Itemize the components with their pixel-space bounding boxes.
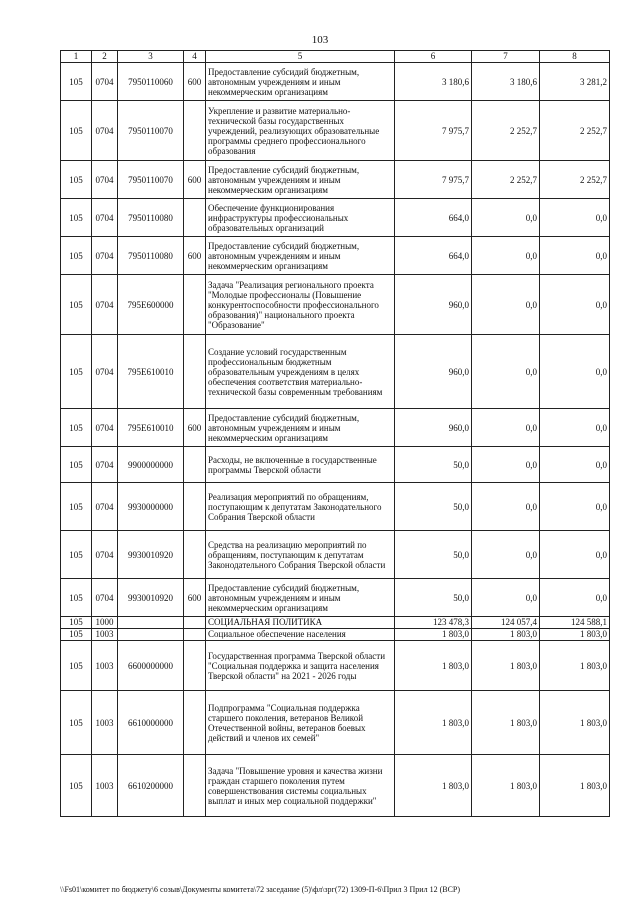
- col-amount-year1-cell: 664,0: [395, 237, 472, 275]
- column-header-7: 7: [472, 51, 540, 63]
- col-target-article-cell: 7950110070: [118, 101, 184, 161]
- col-admin-code-cell: 105: [61, 101, 92, 161]
- col-amount-year3-cell: 2 252,7: [540, 161, 610, 199]
- col-amount-year2-cell: 1 803,0: [472, 755, 540, 817]
- col-expense-type-cell: [184, 641, 206, 691]
- column-header-4: 4: [184, 51, 206, 63]
- col-expense-type-cell: [184, 275, 206, 335]
- col-amount-year2-cell: 0,0: [472, 335, 540, 409]
- col-expense-type-cell: [184, 617, 206, 629]
- page-number: 103: [311, 34, 329, 46]
- col-expense-type-cell: [184, 531, 206, 579]
- col-expense-type-cell: [184, 101, 206, 161]
- table-row: [61, 483, 610, 531]
- col-amount-year3-cell: 0,0: [540, 409, 610, 447]
- col-amount-year2-cell: 1 803,0: [472, 691, 540, 755]
- col-amount-year3-cell: 0,0: [540, 275, 610, 335]
- col-target-article-cell: 9930010920: [118, 579, 184, 617]
- table-header: [61, 51, 610, 63]
- col-target-article-cell: 6600000000: [118, 641, 184, 691]
- col-target-article-cell: 795E610010: [118, 335, 184, 409]
- col-amount-year2-cell: 1 803,0: [472, 641, 540, 691]
- table-row: [61, 101, 610, 161]
- col-target-article-cell: 7950110070: [118, 161, 184, 199]
- col-name-cell: Расходы, не включенные в государственные программы Тверской области: [206, 447, 395, 483]
- col-section-code-cell: 0704: [92, 161, 118, 199]
- col-admin-code-cell: 105: [61, 691, 92, 755]
- col-name-cell: Укрепление и развитие материально-технической базы государственных учреждений, реализующих образовательные программы среднего профессионального образования: [206, 101, 395, 161]
- col-admin-code-cell: 105: [61, 531, 92, 579]
- col-admin-code-cell: 105: [61, 755, 92, 817]
- col-expense-type-cell: [184, 199, 206, 237]
- column-header-2: 2: [92, 51, 118, 63]
- col-expense-type-cell: 600: [184, 409, 206, 447]
- col-expense-type-cell: [184, 483, 206, 531]
- col-expense-type-cell: [184, 335, 206, 409]
- col-name-cell: Государственная программа Тверской области "Социальная поддержка и защита населения Тверской области" на 2021 - 2026 годы: [206, 641, 395, 691]
- col-amount-year1-cell: 960,0: [395, 275, 472, 335]
- col-section-code-cell: 0704: [92, 199, 118, 237]
- table-row: [61, 161, 610, 199]
- table-row: [61, 629, 610, 641]
- col-amount-year1-cell: 123 478,3: [395, 617, 472, 629]
- col-name-cell: СОЦИАЛЬНАЯ ПОЛИТИКА: [206, 617, 395, 629]
- col-amount-year1-cell: 50,0: [395, 531, 472, 579]
- col-amount-year1-cell: 1 803,0: [395, 641, 472, 691]
- table-row: [61, 275, 610, 335]
- col-target-article-cell: [118, 617, 184, 629]
- col-amount-year3-cell: 1 803,0: [540, 629, 610, 641]
- col-section-code-cell: 0704: [92, 335, 118, 409]
- col-section-code-cell: 0704: [92, 447, 118, 483]
- col-admin-code-cell: 105: [61, 237, 92, 275]
- col-admin-code-cell: 105: [61, 63, 92, 101]
- column-header-3: 3: [118, 51, 184, 63]
- col-expense-type-cell: 600: [184, 579, 206, 617]
- col-name-cell: Предоставление субсидий бюджетным, автономным учреждениям и иным некоммерческим организациям: [206, 579, 395, 617]
- col-admin-code-cell: 105: [61, 199, 92, 237]
- col-amount-year2-cell: 2 252,7: [472, 101, 540, 161]
- col-name-cell: Предоставление субсидий бюджетным, автономным учреждениям и иным некоммерческим организациям: [206, 409, 395, 447]
- col-amount-year3-cell: 0,0: [540, 335, 610, 409]
- col-expense-type-cell: [184, 629, 206, 641]
- col-section-code-cell: 1003: [92, 629, 118, 641]
- table-row: [61, 237, 610, 275]
- col-name-cell: Предоставление субсидий бюджетным, автономным учреждениям и иным некоммерческим организациям: [206, 161, 395, 199]
- col-target-article-cell: 795E610010: [118, 409, 184, 447]
- col-target-article-cell: 7950110080: [118, 199, 184, 237]
- col-amount-year3-cell: 0,0: [540, 531, 610, 579]
- table-row: [61, 63, 610, 101]
- col-target-article-cell: 7950110080: [118, 237, 184, 275]
- col-admin-code-cell: 105: [61, 629, 92, 641]
- col-amount-year3-cell: 1 803,0: [540, 641, 610, 691]
- col-target-article-cell: 7950110060: [118, 63, 184, 101]
- table-row: [61, 617, 610, 629]
- col-amount-year1-cell: 50,0: [395, 447, 472, 483]
- col-amount-year2-cell: 0,0: [472, 531, 540, 579]
- col-amount-year3-cell: 1 803,0: [540, 691, 610, 755]
- col-expense-type-cell: [184, 691, 206, 755]
- col-section-code-cell: 0704: [92, 409, 118, 447]
- col-admin-code-cell: 105: [61, 409, 92, 447]
- col-name-cell: Социальное обеспечение населения: [206, 629, 395, 641]
- col-target-article-cell: 6610000000: [118, 691, 184, 755]
- col-amount-year3-cell: 0,0: [540, 579, 610, 617]
- col-amount-year1-cell: 960,0: [395, 335, 472, 409]
- col-section-code-cell: 0704: [92, 101, 118, 161]
- col-admin-code-cell: 105: [61, 161, 92, 199]
- col-admin-code-cell: 105: [61, 641, 92, 691]
- col-section-code-cell: 1003: [92, 641, 118, 691]
- column-header-5: 5: [206, 51, 395, 63]
- col-amount-year3-cell: 0,0: [540, 237, 610, 275]
- col-amount-year2-cell: 1 803,0: [472, 629, 540, 641]
- col-admin-code-cell: 105: [61, 579, 92, 617]
- col-amount-year3-cell: 2 252,7: [540, 101, 610, 161]
- column-header-1: 1: [61, 51, 92, 63]
- col-amount-year3-cell: 0,0: [540, 483, 610, 531]
- col-amount-year2-cell: 0,0: [472, 409, 540, 447]
- col-section-code-cell: 0704: [92, 483, 118, 531]
- col-amount-year1-cell: 50,0: [395, 579, 472, 617]
- col-name-cell: Реализация мероприятий по обращениям, поступающим к депутатам Законодательного Собрания Тверской области: [206, 483, 395, 531]
- col-amount-year1-cell: 1 803,0: [395, 755, 472, 817]
- col-expense-type-cell: 600: [184, 161, 206, 199]
- col-amount-year2-cell: 3 180,6: [472, 63, 540, 101]
- col-name-cell: Подпрограмма "Социальная поддержка старшего поколения, ветеранов Великой Отечественной войны, ветеранов боевых действий и членов их семей": [206, 691, 395, 755]
- table-row: [61, 531, 610, 579]
- col-amount-year3-cell: 1 803,0: [540, 755, 610, 817]
- col-expense-type-cell: [184, 755, 206, 817]
- col-name-cell: Обеспечение функционирования инфраструктуры профессиональных образовательных организаций: [206, 199, 395, 237]
- col-amount-year1-cell: 3 180,6: [395, 63, 472, 101]
- col-target-article-cell: [118, 629, 184, 641]
- col-section-code-cell: 0704: [92, 237, 118, 275]
- col-section-code-cell: 0704: [92, 531, 118, 579]
- col-amount-year2-cell: 124 057,4: [472, 617, 540, 629]
- col-section-code-cell: 1000: [92, 617, 118, 629]
- col-section-code-cell: 0704: [92, 275, 118, 335]
- col-target-article-cell: 9900000000: [118, 447, 184, 483]
- col-target-article-cell: 9930010920: [118, 531, 184, 579]
- col-amount-year3-cell: 124 588,1: [540, 617, 610, 629]
- col-amount-year1-cell: 1 803,0: [395, 691, 472, 755]
- table-row: [61, 199, 610, 237]
- table-row: [61, 641, 610, 691]
- col-target-article-cell: 6610200000: [118, 755, 184, 817]
- col-amount-year1-cell: 7 975,7: [395, 101, 472, 161]
- table-row: [61, 755, 610, 817]
- col-amount-year1-cell: 50,0: [395, 483, 472, 531]
- col-section-code-cell: 1003: [92, 755, 118, 817]
- col-amount-year2-cell: 0,0: [472, 483, 540, 531]
- col-amount-year2-cell: 0,0: [472, 237, 540, 275]
- col-name-cell: Создание условий государственным профессиональным бюджетным образовательным учреждениям в целях обеспечения соответствия материально-технической базы современным требованиям: [206, 335, 395, 409]
- column-header-8: 8: [540, 51, 610, 63]
- table-row: [61, 691, 610, 755]
- table-row: [61, 409, 610, 447]
- col-admin-code-cell: 105: [61, 617, 92, 629]
- footer-file-path: \\Fs01\комитет по бюджету\6 созыв\Документы комитета\72 заседание (5)\фл\зрг(72) 1309-П-6\Прил 3 Прил 12 (ВСР): [60, 885, 461, 894]
- col-admin-code-cell: 105: [61, 483, 92, 531]
- col-expense-type-cell: 600: [184, 237, 206, 275]
- table-row: [61, 447, 610, 483]
- col-name-cell: Предоставление субсидий бюджетным, автономным учреждениям и иным некоммерческим организациям: [206, 63, 395, 101]
- table-row: [61, 335, 610, 409]
- col-expense-type-cell: [184, 447, 206, 483]
- table-body: [61, 63, 610, 817]
- col-section-code-cell: 0704: [92, 579, 118, 617]
- col-admin-code-cell: 105: [61, 447, 92, 483]
- col-amount-year2-cell: 0,0: [472, 199, 540, 237]
- col-name-cell: Предоставление субсидий бюджетным, автономным учреждениям и иным некоммерческим организациям: [206, 237, 395, 275]
- col-name-cell: Средства на реализацию мероприятий по обращениям, поступающим к депутатам Законодательного Собрания Тверской области: [206, 531, 395, 579]
- col-admin-code-cell: 105: [61, 335, 92, 409]
- col-amount-year1-cell: 7 975,7: [395, 161, 472, 199]
- col-amount-year2-cell: 0,0: [472, 275, 540, 335]
- col-amount-year2-cell: 0,0: [472, 579, 540, 617]
- col-section-code-cell: 1003: [92, 691, 118, 755]
- col-amount-year3-cell: 3 281,2: [540, 63, 610, 101]
- col-amount-year3-cell: 0,0: [540, 447, 610, 483]
- col-section-code-cell: 0704: [92, 63, 118, 101]
- col-name-cell: Задача "Реализация регионального проекта "Молодые профессионалы (Повышение конкурентоспособности профессионального образования)" национального проекта "Образование": [206, 275, 395, 335]
- column-header-6: 6: [395, 51, 472, 63]
- col-target-article-cell: 795E600000: [118, 275, 184, 335]
- col-amount-year3-cell: 0,0: [540, 199, 610, 237]
- budget-table: [60, 50, 610, 817]
- table-row: [61, 579, 610, 617]
- col-admin-code-cell: 105: [61, 275, 92, 335]
- col-target-article-cell: 9930000000: [118, 483, 184, 531]
- col-amount-year1-cell: 960,0: [395, 409, 472, 447]
- col-amount-year2-cell: 0,0: [472, 447, 540, 483]
- col-name-cell: Задача "Повышение уровня и качества жизни граждан старшего поколения путем совершенствования системы социальных выплат и иных мер социальной поддержки": [206, 755, 395, 817]
- col-amount-year1-cell: 1 803,0: [395, 629, 472, 641]
- col-amount-year1-cell: 664,0: [395, 199, 472, 237]
- col-amount-year2-cell: 2 252,7: [472, 161, 540, 199]
- col-expense-type-cell: 600: [184, 63, 206, 101]
